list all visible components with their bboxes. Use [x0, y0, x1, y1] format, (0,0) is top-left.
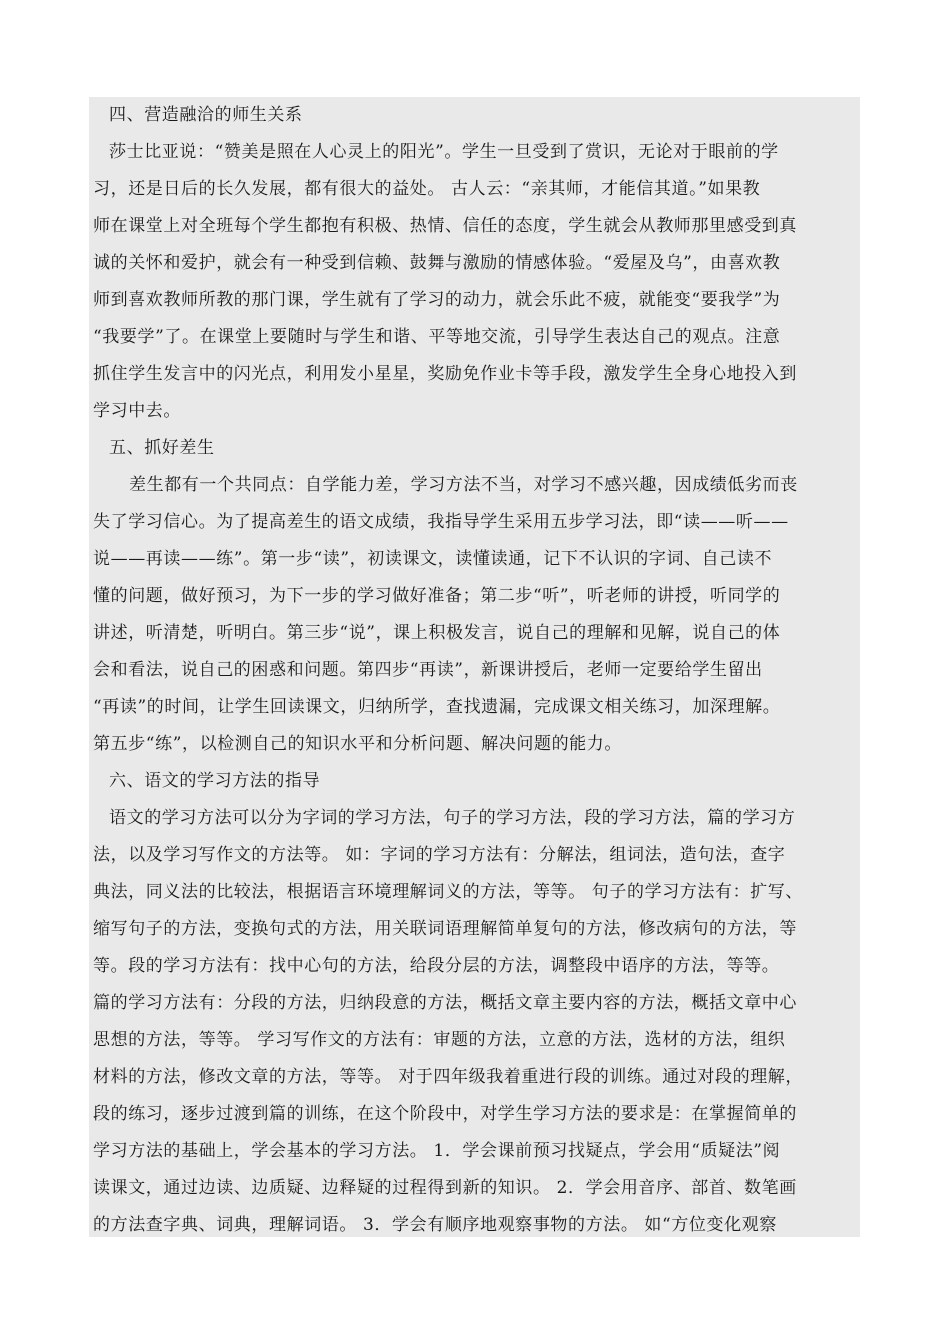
section-heading-6: 六、语文的学习方法的指导: [109, 771, 321, 791]
text-line: 师在课堂上对全班每个学生都抱有积极、热情、信任的态度，学生就会从教师那里感受到真: [93, 216, 797, 236]
text-line: 习，还是日后的长久发展，都有很大的益处。 古人云：“亲其师，才能信其道。”如果教: [93, 179, 761, 199]
text-line: 师到喜欢教师所教的那门课，学生就有了学习的动力，就会乐此不疲，就能变“要我学”为: [93, 290, 781, 310]
text-line: 法，以及学习写作文的方法等。 如：字词的学习方法有：分解法，组词法，造句法，查字: [93, 845, 786, 865]
text-line: 思想的方法，等等。 学习写作文的方法有：审题的方法，立意的方法，选材的方法，组织: [93, 1030, 786, 1050]
text-line: 段的练习，逐步过渡到篇的训练，在这个阶段中，对学生学习方法的要求是：在掌握简单的: [93, 1104, 797, 1124]
section-heading-4: 四、营造融洽的师生关系: [109, 105, 303, 125]
text-line: 讲述，听清楚，听明白。第三步“说”，课上积极发言，说自己的理解和见解，说自己的体: [93, 623, 781, 643]
text-block: [89, 97, 860, 1237]
text-line: 的方法查字典、词典，理解词语。 3．学会有顺序地观察事物的方法。 如“方位变化观察: [93, 1215, 777, 1235]
text-line: 读课文，通过边读、边质疑、边释疑的过程得到新的知识。 2．学会用音序、部首、数笔画: [93, 1178, 797, 1198]
text-line: 抓住学生发言中的闪光点，利用发小星星，奖励免作业卡等手段，激发学生全身心地投入到: [93, 364, 797, 384]
text-line: 差生都有一个共同点：自学能力差，学习方法不当，对学习不感兴趣，因成绩低劣而丧: [129, 475, 798, 495]
text-line: 懂的问题，做好预习，为下一步的学习做好准备；第二步“听”，听老师的讲授，听同学的: [93, 586, 781, 606]
text-line: 莎士比亚说：“赞美是照在人心灵上的阳光”。学生一旦受到了赏识，无论对于眼前的学: [109, 142, 779, 162]
text-line: 失了学习信心。为了提高差生的语文成绩，我指导学生采用五步学习法，即“读——听——: [93, 512, 789, 532]
text-line: 第五步“练”，以检测自己的知识水平和分析问题、解决问题的能力。: [93, 734, 622, 754]
text-line: 典法，同义法的比较法，根据语言环境理解词义的方法，等等。 句子的学习方法有：扩写、: [93, 882, 804, 902]
text-line: 语文的学习方法可以分为字词的学习方法，句子的学习方法，段的学习方法，篇的学习方: [109, 808, 796, 828]
text-line: 材料的方法，修改文章的方法，等等。 对于四年级我着重进行段的训练。通过对段的理解，: [93, 1067, 804, 1087]
text-line: 等。段的学习方法有：找中心句的方法，给段分层的方法，调整段中语序的方法，等等。: [93, 956, 780, 976]
text-line: 诚的关怀和爱护，就会有一种受到信赖、鼓舞与激励的情感体验。“爱屋及乌”，由喜欢教: [93, 253, 781, 273]
text-line: 学习方法的基础上，学会基本的学习方法。 1．学会课前预习找疑点，学会用“质疑法”阅: [93, 1141, 781, 1161]
text-line: 会和看法，说自己的困惑和问题。第四步“再读”，新课讲授后，老师一定要给学生留出: [93, 660, 763, 680]
text-line: 学习中去。: [93, 401, 181, 421]
text-line: 说——再读——练”。第一步“读”，初读课文，读懂读通，记下不认识的字词、自己读不: [93, 549, 773, 569]
text-line: “我要学”了。在课堂上要随时与学生和谐、平等地交流，引导学生表达自己的观点。注意: [93, 327, 781, 347]
section-heading-5: 五、抓好差生: [109, 438, 215, 458]
text-line: 篇的学习方法有：分段的方法，归纳段意的方法，概括文章主要内容的方法，概括文章中心: [93, 993, 797, 1013]
text-line: “再读”的时间，让学生回读课文，归纳所学，查找遗漏，完成课文相关练习，加深理解。: [93, 697, 781, 717]
text-line: 缩写句子的方法，变换句式的方法，用关联词语理解简单复句的方法，修改病句的方法，等: [93, 919, 797, 939]
